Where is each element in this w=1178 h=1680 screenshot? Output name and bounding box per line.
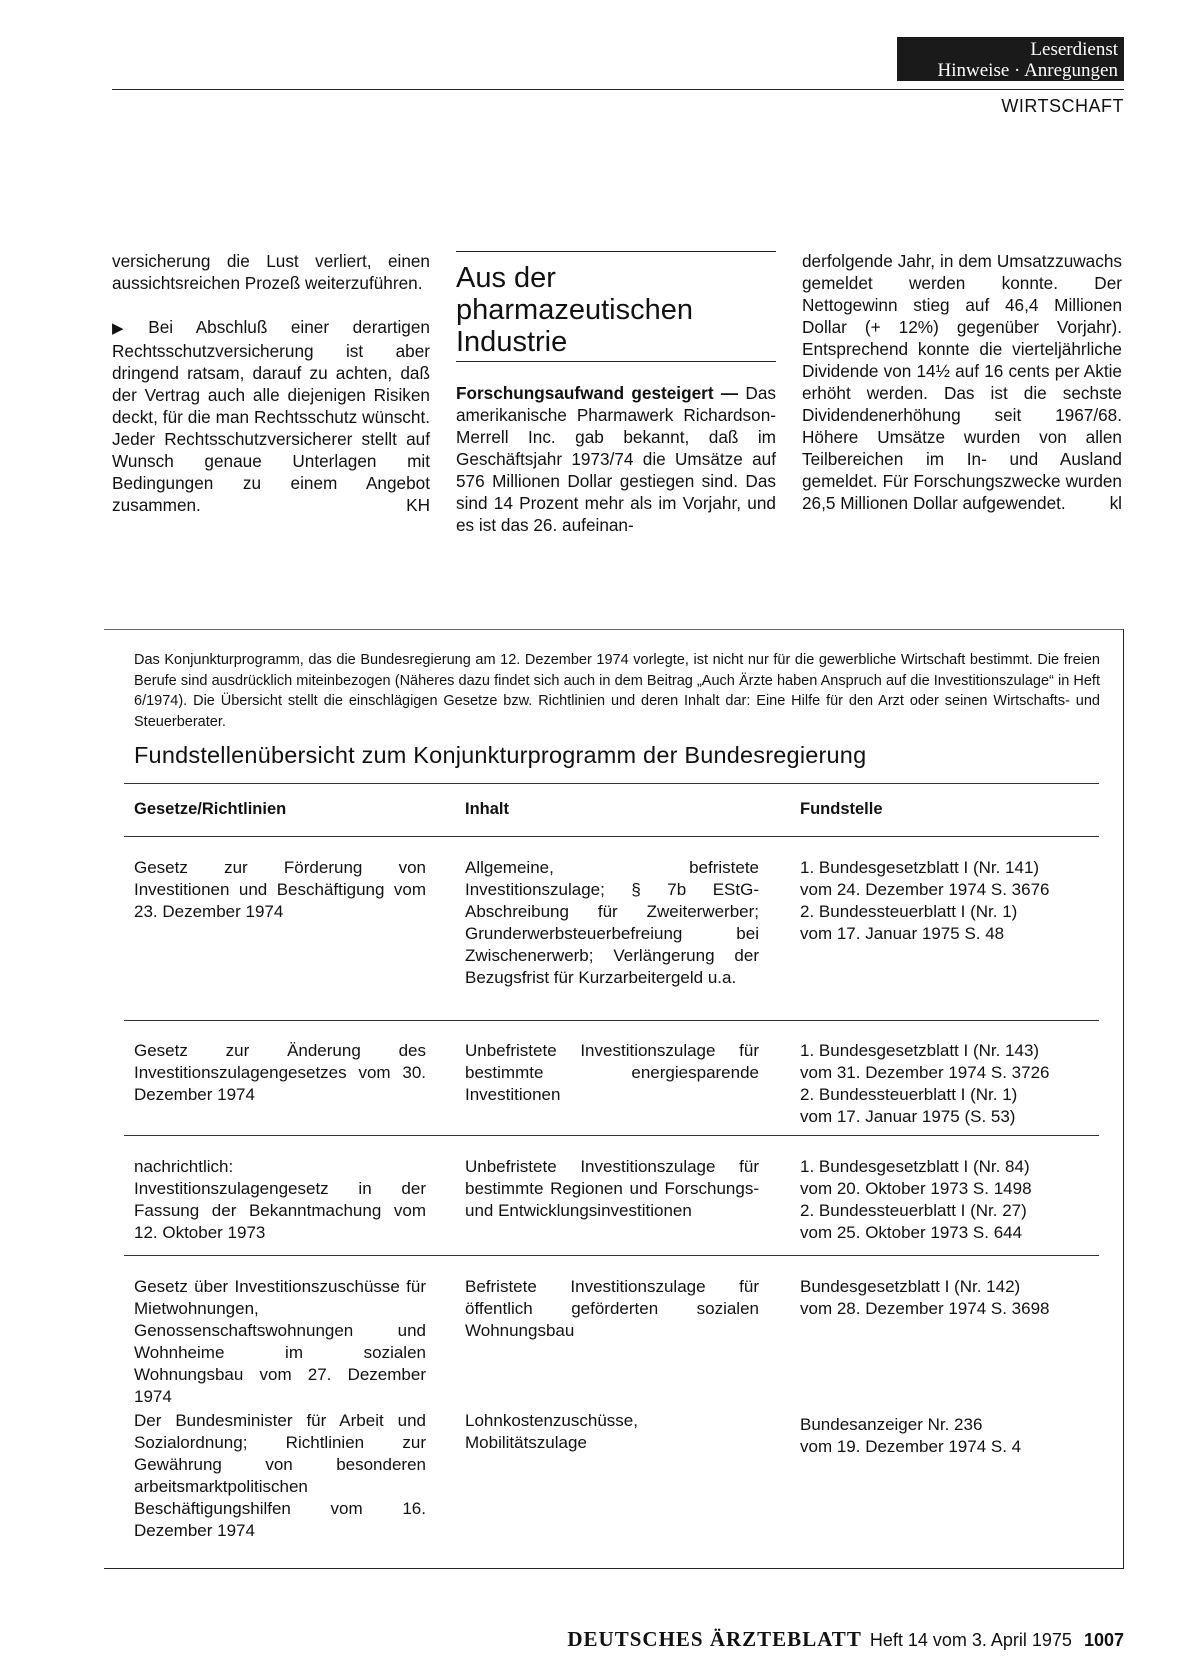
middle-paragraph-text: Das amerikanische Pharmawerk Richardson-Merrell Inc. gab bekannt, daß im Geschäftsjahr 1973/74 die Umsätze auf 576 Millionen Dollar gestiegen sind. Das sind 14 Prozent mehr als im Vorjahr, und es ist das 26. aufeinan-: [456, 383, 776, 535]
row-divider: [124, 1255, 1099, 1256]
row-2-source-line: vom 31. Dezember 1974 S. 3726: [800, 1063, 1050, 1082]
row-5-source-line: vom 19. Dezember 1974 S. 4: [800, 1437, 1022, 1456]
middle-column: [456, 382, 776, 536]
row-3-law-text: Investitionszulagengesetz in der Fassung der Bekanntmachung vom 12. Oktober 1973: [134, 1179, 426, 1242]
row-3-source-line: vom 25. Oktober 1973 S. 644: [800, 1223, 1023, 1242]
row-3-source-line: vom 20. Oktober 1973 S. 1498: [800, 1179, 1032, 1198]
page-number: 1007: [1083, 1630, 1124, 1650]
row-divider: [124, 1135, 1099, 1136]
row-5-content: Lohnkostenzuschüsse, Mobilitätszulage: [465, 1411, 638, 1452]
header-rule: [112, 89, 1124, 90]
leserdienst-badge: [897, 37, 1124, 81]
left-paragraph-2-text: Bei Abschluß einer derartigen Rechtsschutzversicherung ist aber dringend ratsam, darauf zu achten, daß der Vertrag auch alle diejenigen Risiken deckt, für die man Rechtsschutz wünscht. Jeder Rechtsschutzversicherer stellt auf Wunsch genaue Unterlagen mit Bedingungen zu einem Angebot zusammen.: [112, 317, 430, 515]
header-source: Fundstelle: [800, 800, 883, 818]
article-title: Aus der pharmazeutischen Industrie: [456, 262, 693, 358]
row-divider: [124, 1020, 1099, 1021]
row-2-source-line: vom 17. Januar 1975 (S. 53): [800, 1107, 1016, 1126]
journal-name: DEUTSCHES ÄRZTEBLATT: [567, 1627, 862, 1651]
row-1-source-line: 2. Bundessteuerblatt I (Nr. 1): [800, 902, 1018, 921]
row-1-law: Gesetz zur Förderung von Investitionen und Beschäftigung vom 23. Dezember 1974: [134, 858, 426, 921]
row-3-law: [134, 1156, 426, 1244]
row-4-source: [800, 1276, 1100, 1320]
left-signature: KH: [406, 495, 430, 515]
row-3-source-line: 1. Bundesgesetzblatt I (Nr. 84): [800, 1157, 1030, 1176]
row-1-source-line: vom 24. Dezember 1974 S. 3676: [800, 880, 1050, 899]
badge-line-1: Leserdienst: [1030, 39, 1118, 60]
issue-info: Heft 14 vom 3. April 1975: [869, 1630, 1072, 1650]
row-5-source: [800, 1414, 1100, 1458]
right-column: [802, 250, 1122, 514]
table-header-rule-bottom: [124, 836, 1099, 837]
row-2-source: [800, 1040, 1100, 1128]
row-3-source-line: 2. Bundessteuerblatt I (Nr. 27): [800, 1201, 1027, 1220]
row-3-law-prefix: nachrichtlich:: [134, 1157, 234, 1176]
article-lead: Forschungsaufwand gesteigert —: [456, 383, 739, 403]
right-paragraph: [802, 250, 1122, 514]
row-2-law: Gesetz zur Änderung des Investitionszulagengesetzes vom 30. Dezember 1974: [134, 1041, 426, 1104]
row-4-source-line: vom 28. Dezember 1974 S. 3698: [800, 1299, 1050, 1318]
page-footer: [567, 1627, 1124, 1652]
badge-line-2: Hinweise · Anregungen: [937, 60, 1118, 81]
row-3-source: [800, 1156, 1100, 1244]
row-2-source-line: 2. Bundessteuerblatt I (Nr. 1): [800, 1085, 1018, 1104]
row-4-law: Gesetz über Investitionszuschüsse für Mietwohnungen, Genossenschaftswohnungen und Wohnheime im sozialen Wohnungsbau vom 27. Dezember 1974: [134, 1277, 426, 1406]
table-header-rule-top: [124, 783, 1099, 784]
row-1-source: [800, 857, 1100, 945]
left-paragraph-1: versicherung die Lust verliert, einen aussichtsreichen Prozeß weiterzuführen.: [112, 251, 430, 293]
section-label: WIRTSCHAFT: [1001, 96, 1124, 116]
middle-paragraph: [456, 382, 776, 536]
article-title-rule-top: [456, 251, 776, 252]
row-2-source-line: 1. Bundesgesetzblatt I (Nr. 143): [800, 1041, 1040, 1060]
row-2-content: Unbefristete Investitionszulage für bestimmte energiesparende Investitionen: [465, 1041, 759, 1104]
row-4-content: Befristete Investitionszulage für öffentlich geförderten sozialen Wohnungsbau: [465, 1277, 759, 1340]
row-4-source-line: Bundesgesetzblatt I (Nr. 142): [800, 1277, 1021, 1296]
right-paragraph-text: derfolgende Jahr, in dem Umsatzzuwachs gemeldet werden konnte. Der Nettogewinn stieg auf 46,4 Millionen Dollar (+ 12%) gegenüber Vorjahr). Entsprechend konnte die vierteljährliche Dividende von 14½ auf 16 cents per Aktie erhöht werden. Das ist die sechste Dividendenerhöhung seit 1967/68. Höhere Umsätze wurden von allen Teilbereichen im In- und Ausland gemeldet. Für Forschungszwecke wurden 26,5 Millionen Dollar aufgewendet.: [802, 251, 1122, 513]
header-law: Gesetze/Richtlinien: [134, 800, 287, 818]
row-1-content: Allgemeine, befristete Investitionszulage; § 7b EStG-Abschreibung für Zweiterwerber; Grunderwerbsteuerbefreiung bei Zwischenerwerb; Verlängerung der Bezugsfrist für Kurzarbeitergeld u.a.: [465, 858, 759, 987]
row-1-source-line: vom 17. Januar 1975 S. 48: [800, 924, 1005, 943]
table-title: Fundstellenübersicht zum Konjunkturprogramm der Bundesregierung: [134, 742, 867, 768]
row-5-source-line: Bundesanzeiger Nr. 236: [800, 1415, 983, 1434]
article-title-rule-bottom: [456, 361, 776, 362]
row-5-law: Der Bundesminister für Arbeit und Sozialordnung; Richtlinien zur Gewährung von besonderen arbeitsmarktpolitischen Beschäftigungshilfen vom 16. Dezember 1974: [134, 1411, 426, 1540]
arrow-bullet-icon: ▶: [112, 320, 143, 337]
left-column: [112, 250, 430, 516]
right-signature: kl: [1109, 493, 1122, 513]
box-intro: Das Konjunkturprogramm, das die Bundesregierung am 12. Dezember 1974 vorlegte, ist nicht nur für die gewerbliche Wirtschaft bestimmt. Die freien Berufe sind ausdrücklich miteinbezogen (Näheres dazu findet sich auch in dem Beitrag „Auch Ärzte haben Anspruch auf die Investitionszulage“ in Heft 6/1974). Die Übersicht stellt die einschlägigen Gesetze bzw. Richtlinien und deren Inhalt dar: Eine Hilfe für den Arzt oder seinen Wirtschafts- und Steuerberater.: [134, 652, 1100, 730]
header-content: Inhalt: [465, 800, 509, 818]
left-paragraph-2: [112, 316, 430, 516]
row-1-source-line: 1. Bundesgesetzblatt I (Nr. 141): [800, 858, 1040, 877]
row-3-content: Unbefristete Investitionszulage für bestimmte Regionen und Forschungs- und Entwicklungsinvestitionen: [465, 1157, 759, 1220]
